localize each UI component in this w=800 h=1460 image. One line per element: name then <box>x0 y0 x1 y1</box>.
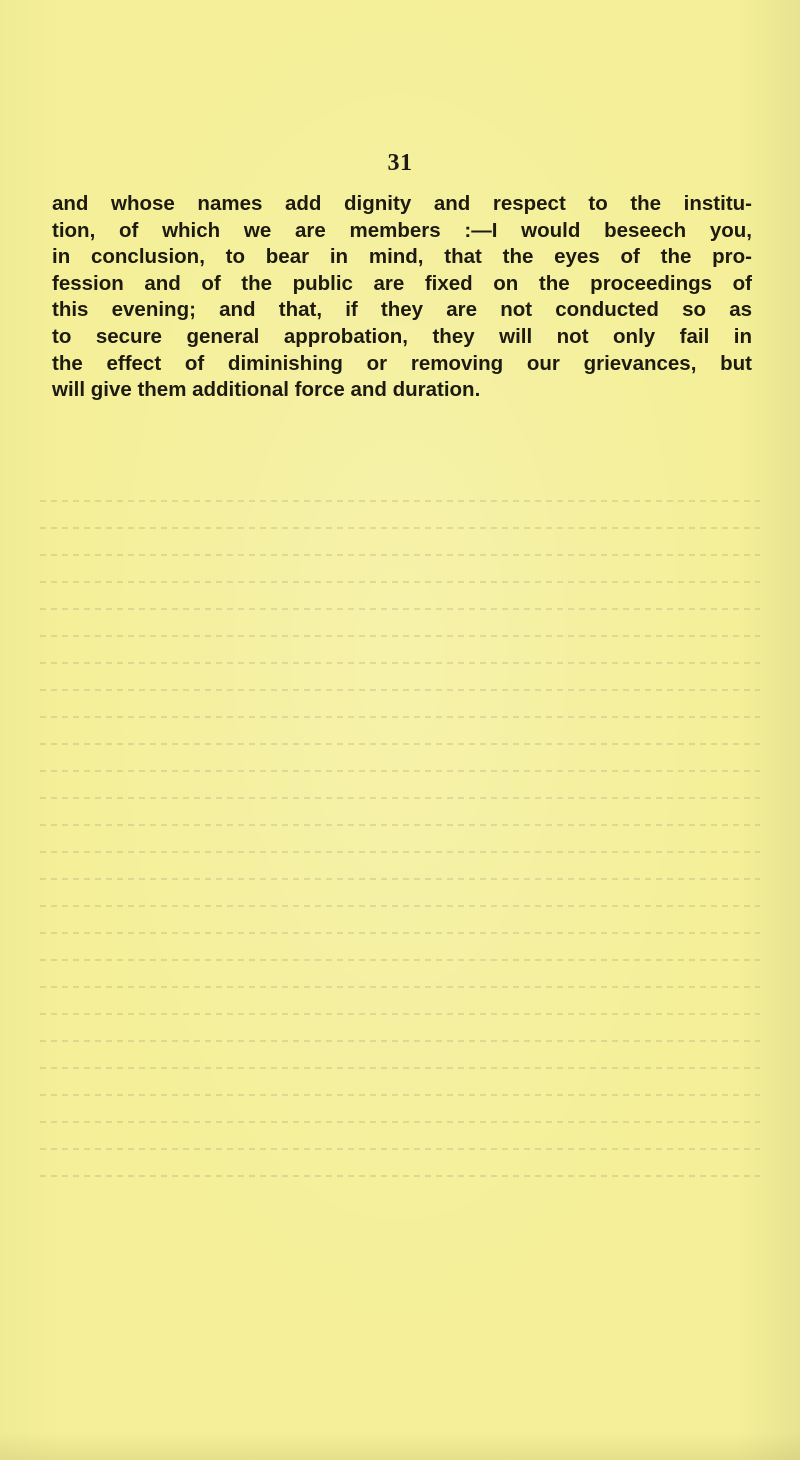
body-paragraph <box>52 191 752 404</box>
text-line: the effect of diminishing or removing our grievances, but <box>52 351 752 375</box>
text-line: this evening; and that, if they are not conducted so as <box>52 298 752 322</box>
text-line: and whose names add dignity and respect to the institu- <box>52 192 752 215</box>
text-line: to secure general approbation, they will not only fail in <box>52 324 752 348</box>
page-bottom-edge <box>0 1432 800 1460</box>
show-through-texture <box>40 500 760 1260</box>
text-line: tion, of which we are members :—I would beseech you, <box>52 218 752 242</box>
text-line: fession and of the public are fixed on the proceedings of <box>52 271 752 295</box>
page-number: 31 <box>387 150 413 176</box>
text-line: in conclusion, to bear in mind, that the eyes of the pro- <box>52 245 752 269</box>
text-line: will give them additional force and duration. <box>52 378 481 402</box>
